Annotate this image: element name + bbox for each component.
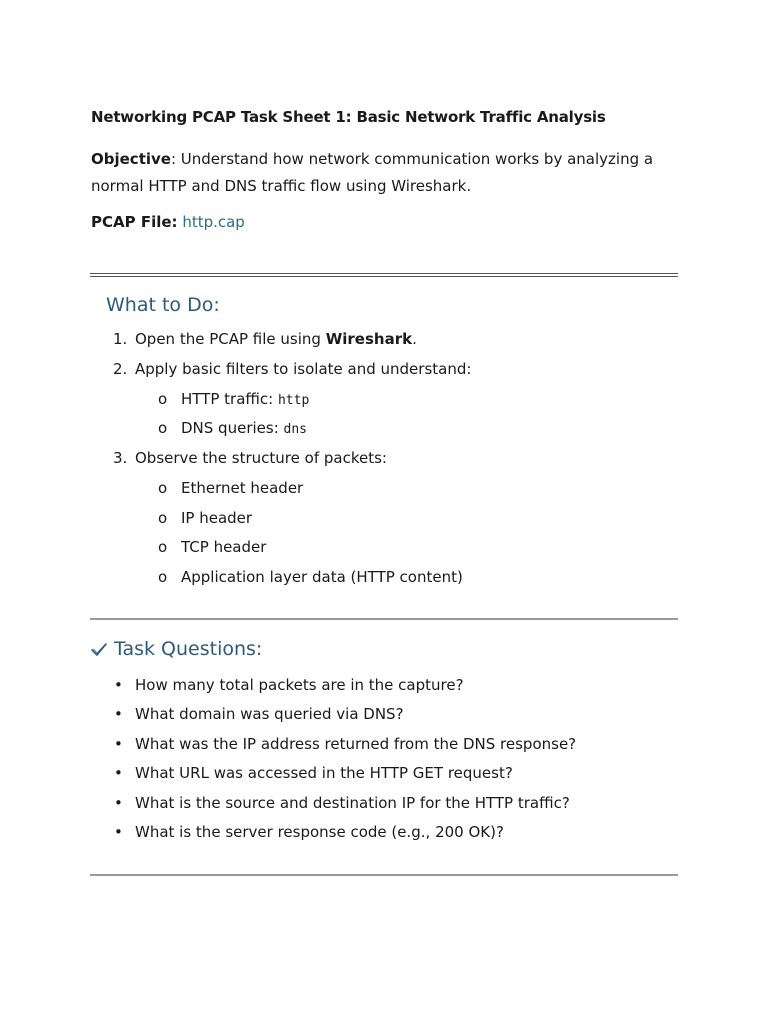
sub-bullet-marker: o [158,479,168,497]
sub-bullet-marker: o [158,568,168,586]
structure-item: IP header [181,509,253,527]
step-text: Open the PCAP file using [135,330,326,348]
question-item: How many total packets are in the capture? [135,676,464,694]
bullet-marker: • [114,735,123,753]
sub-bullet-marker: o [158,390,168,408]
structure-item: Application layer data (HTTP content) [181,568,463,586]
objective-label: Objective [91,150,171,168]
structure-item: TCP header [181,538,267,556]
filter-text: HTTP traffic: [181,390,278,408]
question-item: What is the server response code (e.g., 200 OK)? [135,823,504,841]
structure-item: Ethernet header [181,479,304,497]
bullet-marker: • [114,823,123,841]
question-item: What is the source and destination IP for the HTTP traffic? [135,794,570,812]
page-title: Networking PCAP Task Sheet 1: Basic Network Traffic Analysis [91,108,606,126]
filter-item [181,419,307,437]
sub-bullet-marker: o [158,419,168,437]
pcap-file-colon: : [171,213,178,231]
objective-paragraph [91,146,671,200]
section-divider [90,273,678,277]
step-number: 2. [113,360,128,378]
what-to-do-heading: What to Do: [106,294,220,316]
step-text: Observe the structure of packets: [135,449,387,467]
pcap-file-link[interactable]: http.cap [182,213,245,231]
filter-code: http [277,393,310,408]
step-number: 1. [113,330,128,348]
step-bold: Wireshark [325,330,413,348]
step-text: Apply basic filters to isolate and understand: [135,360,472,378]
question-item: What domain was queried via DNS? [135,705,404,723]
question-item: What URL was accessed in the HTTP GET request? [135,764,513,782]
bullet-marker: • [114,676,123,694]
filter-text: DNS queries: [181,419,284,437]
task-questions-heading: Task Questions: [114,638,263,660]
objective-text: : Understand how network communication works by analyzing a normal HTTP and DNS traffic flow using Wireshark. [91,150,654,195]
question-item: What was the IP address returned from the DNS response? [135,735,577,753]
bullet-marker: • [114,794,123,812]
step-item [135,330,417,348]
step-number: 3. [113,449,128,467]
sub-bullet-marker: o [158,509,168,527]
filter-code: dns [283,422,308,437]
section-divider [90,874,678,876]
step-after: . [412,330,417,348]
bullet-marker: • [114,705,123,723]
pcap-file-line [91,213,245,231]
section-divider [90,618,678,620]
checkmark-icon [90,641,108,659]
bullet-marker: • [114,764,123,782]
filter-item [181,390,309,408]
sub-bullet-marker: o [158,538,168,556]
pcap-file-label: PCAP File [91,213,172,231]
